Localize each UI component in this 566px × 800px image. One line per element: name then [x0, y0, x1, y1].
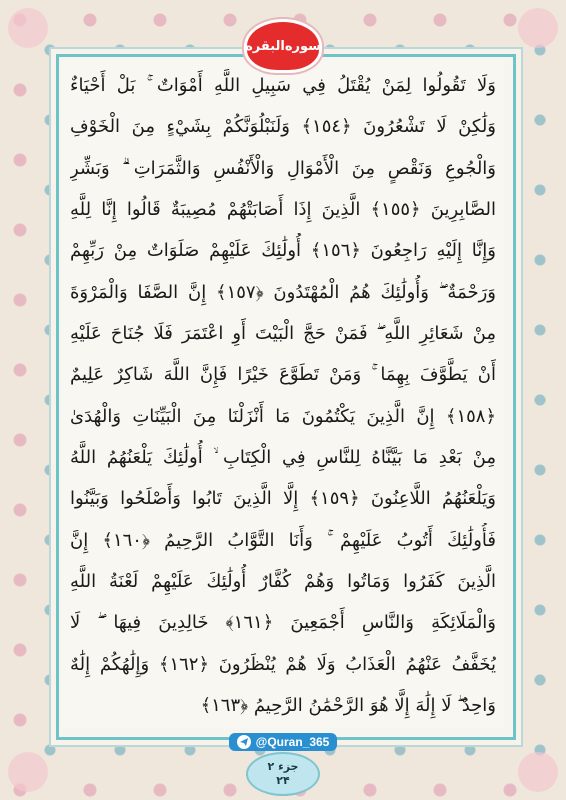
verse-line: وَيَلْعَنُهُمُ اللَّاعِنُونَ ﴿١٥٩﴾ إِلَّا الَّذِينَ تَابُوا وَأَصْلَحُوا وَبَيَّنُوا	[70, 488, 496, 510]
verse-line: وَرَحْمَةٌ ۖ وَأُولَٰئِكَ هُمُ الْمُهْتَدُونَ ﴿١٥٧﴾ إِنَّ الصَّفَا وَالْمَرْوَةَ	[70, 281, 496, 303]
verse-line: وَإِنَّا إِلَيْهِ رَاجِعُونَ ﴿١٥٦﴾ أُولَٰئِكَ عَلَيْهِمْ صَلَوَاتٌ مِنْ رَبِّهِمْ	[70, 240, 496, 262]
page-number: ۲۴	[276, 774, 290, 787]
verse-line: الَّذِينَ كَفَرُوا وَمَاتُوا وَهُمْ كُفَّارٌ أُولَٰئِكَ عَلَيْهِمْ لَعْنَةُ اللَّهِ	[70, 570, 496, 592]
verse-line: ﴿١٥٨﴾ إِنَّ الَّذِينَ يَكْتُمُونَ مَا أَنْزَلْنَا مِنَ الْبَيِّنَاتِ وَالْهُدَىٰ	[70, 405, 496, 427]
juz-label: جزء ۲	[267, 760, 299, 773]
verse-line: وَلَا تَقُولُوا لِمَنْ يُقْتَلُ فِي سَبِيلِ اللَّهِ أَمْوَاتٌ ۚ بَلْ أَحْيَاءٌ	[70, 75, 496, 96]
channel-link[interactable]	[229, 733, 338, 751]
surah-title-badge	[247, 22, 319, 70]
verse-text-block	[70, 68, 496, 724]
surah-title: سوره‌البقره	[245, 38, 321, 54]
telegram-icon	[237, 735, 251, 749]
verse-line: وَاحِدٌ ۖ لَا إِلَٰهَ إِلَّا هُوَ الرَّحْمَٰنُ الرَّحِيمُ ﴿١٦٣﴾	[200, 694, 496, 716]
page-number-badge	[248, 754, 318, 794]
verse-line: وَلَٰكِنْ لَا تَشْعُرُونَ ﴿١٥٤﴾ وَلَنَبْلُوَنَّكُمْ بِشَيْءٍ مِنَ الْخَوْفِ	[70, 116, 496, 138]
verse-line: فَأُولَٰئِكَ أَتُوبُ عَلَيْهِمْ ۚ وَأَنَا التَّوَّابُ الرَّحِيمُ ﴿١٦٠﴾ إِنَّ	[70, 529, 496, 551]
verse-line: مِنْ بَعْدِ مَا بَيَّنَّاهُ لِلنَّاسِ فِي الْكِتَابِ ۙ أُولَٰئِكَ يَلْعَنُهُمُ اللَّهُ	[70, 446, 496, 468]
verse-line: مِنْ شَعَائِرِ اللَّهِ ۖ فَمَنْ حَجَّ الْبَيْتَ أَوِ اعْتَمَرَ فَلَا جُنَاحَ عَلَيْهِ	[70, 322, 496, 344]
floral-ornament	[518, 752, 558, 792]
floral-ornament	[8, 8, 48, 48]
verse-line: أَنْ يَطَّوَّفَ بِهِمَا ۚ وَمَنْ تَطَوَّعَ خَيْرًا فَإِنَّ اللَّهَ شَاكِرٌ عَلِيمٌ	[70, 364, 496, 386]
floral-ornament	[518, 8, 558, 48]
floral-ornament	[8, 752, 48, 792]
verse-line: يُخَفَّفُ عَنْهُمُ الْعَذَابُ وَلَا هُمْ يُنْظَرُونَ ﴿١٦٢﴾ وَإِلَٰهُكُمْ إِلَٰهٌ	[70, 653, 496, 675]
channel-handle: @Quran_365	[255, 735, 330, 749]
verse-line: الصَّابِرِينَ ﴿١٥٥﴾ الَّذِينَ إِذَا أَصَابَتْهُمْ مُصِيبَةٌ قَالُوا إِنَّا لِلَّهِ	[70, 198, 496, 220]
page-footer	[226, 733, 340, 795]
verse-line: وَالْمَلَائِكَةِ وَالنَّاسِ أَجْمَعِينَ ﴿١٦١﴾ خَالِدِينَ فِيهَا ۖ لَا	[70, 612, 496, 634]
verse-line: وَالْجُوعِ وَنَقْصٍ مِنَ الْأَمْوَالِ وَالْأَنْفُسِ وَالثَّمَرَاتِ ۗ وَبَشِّرِ	[70, 157, 496, 179]
